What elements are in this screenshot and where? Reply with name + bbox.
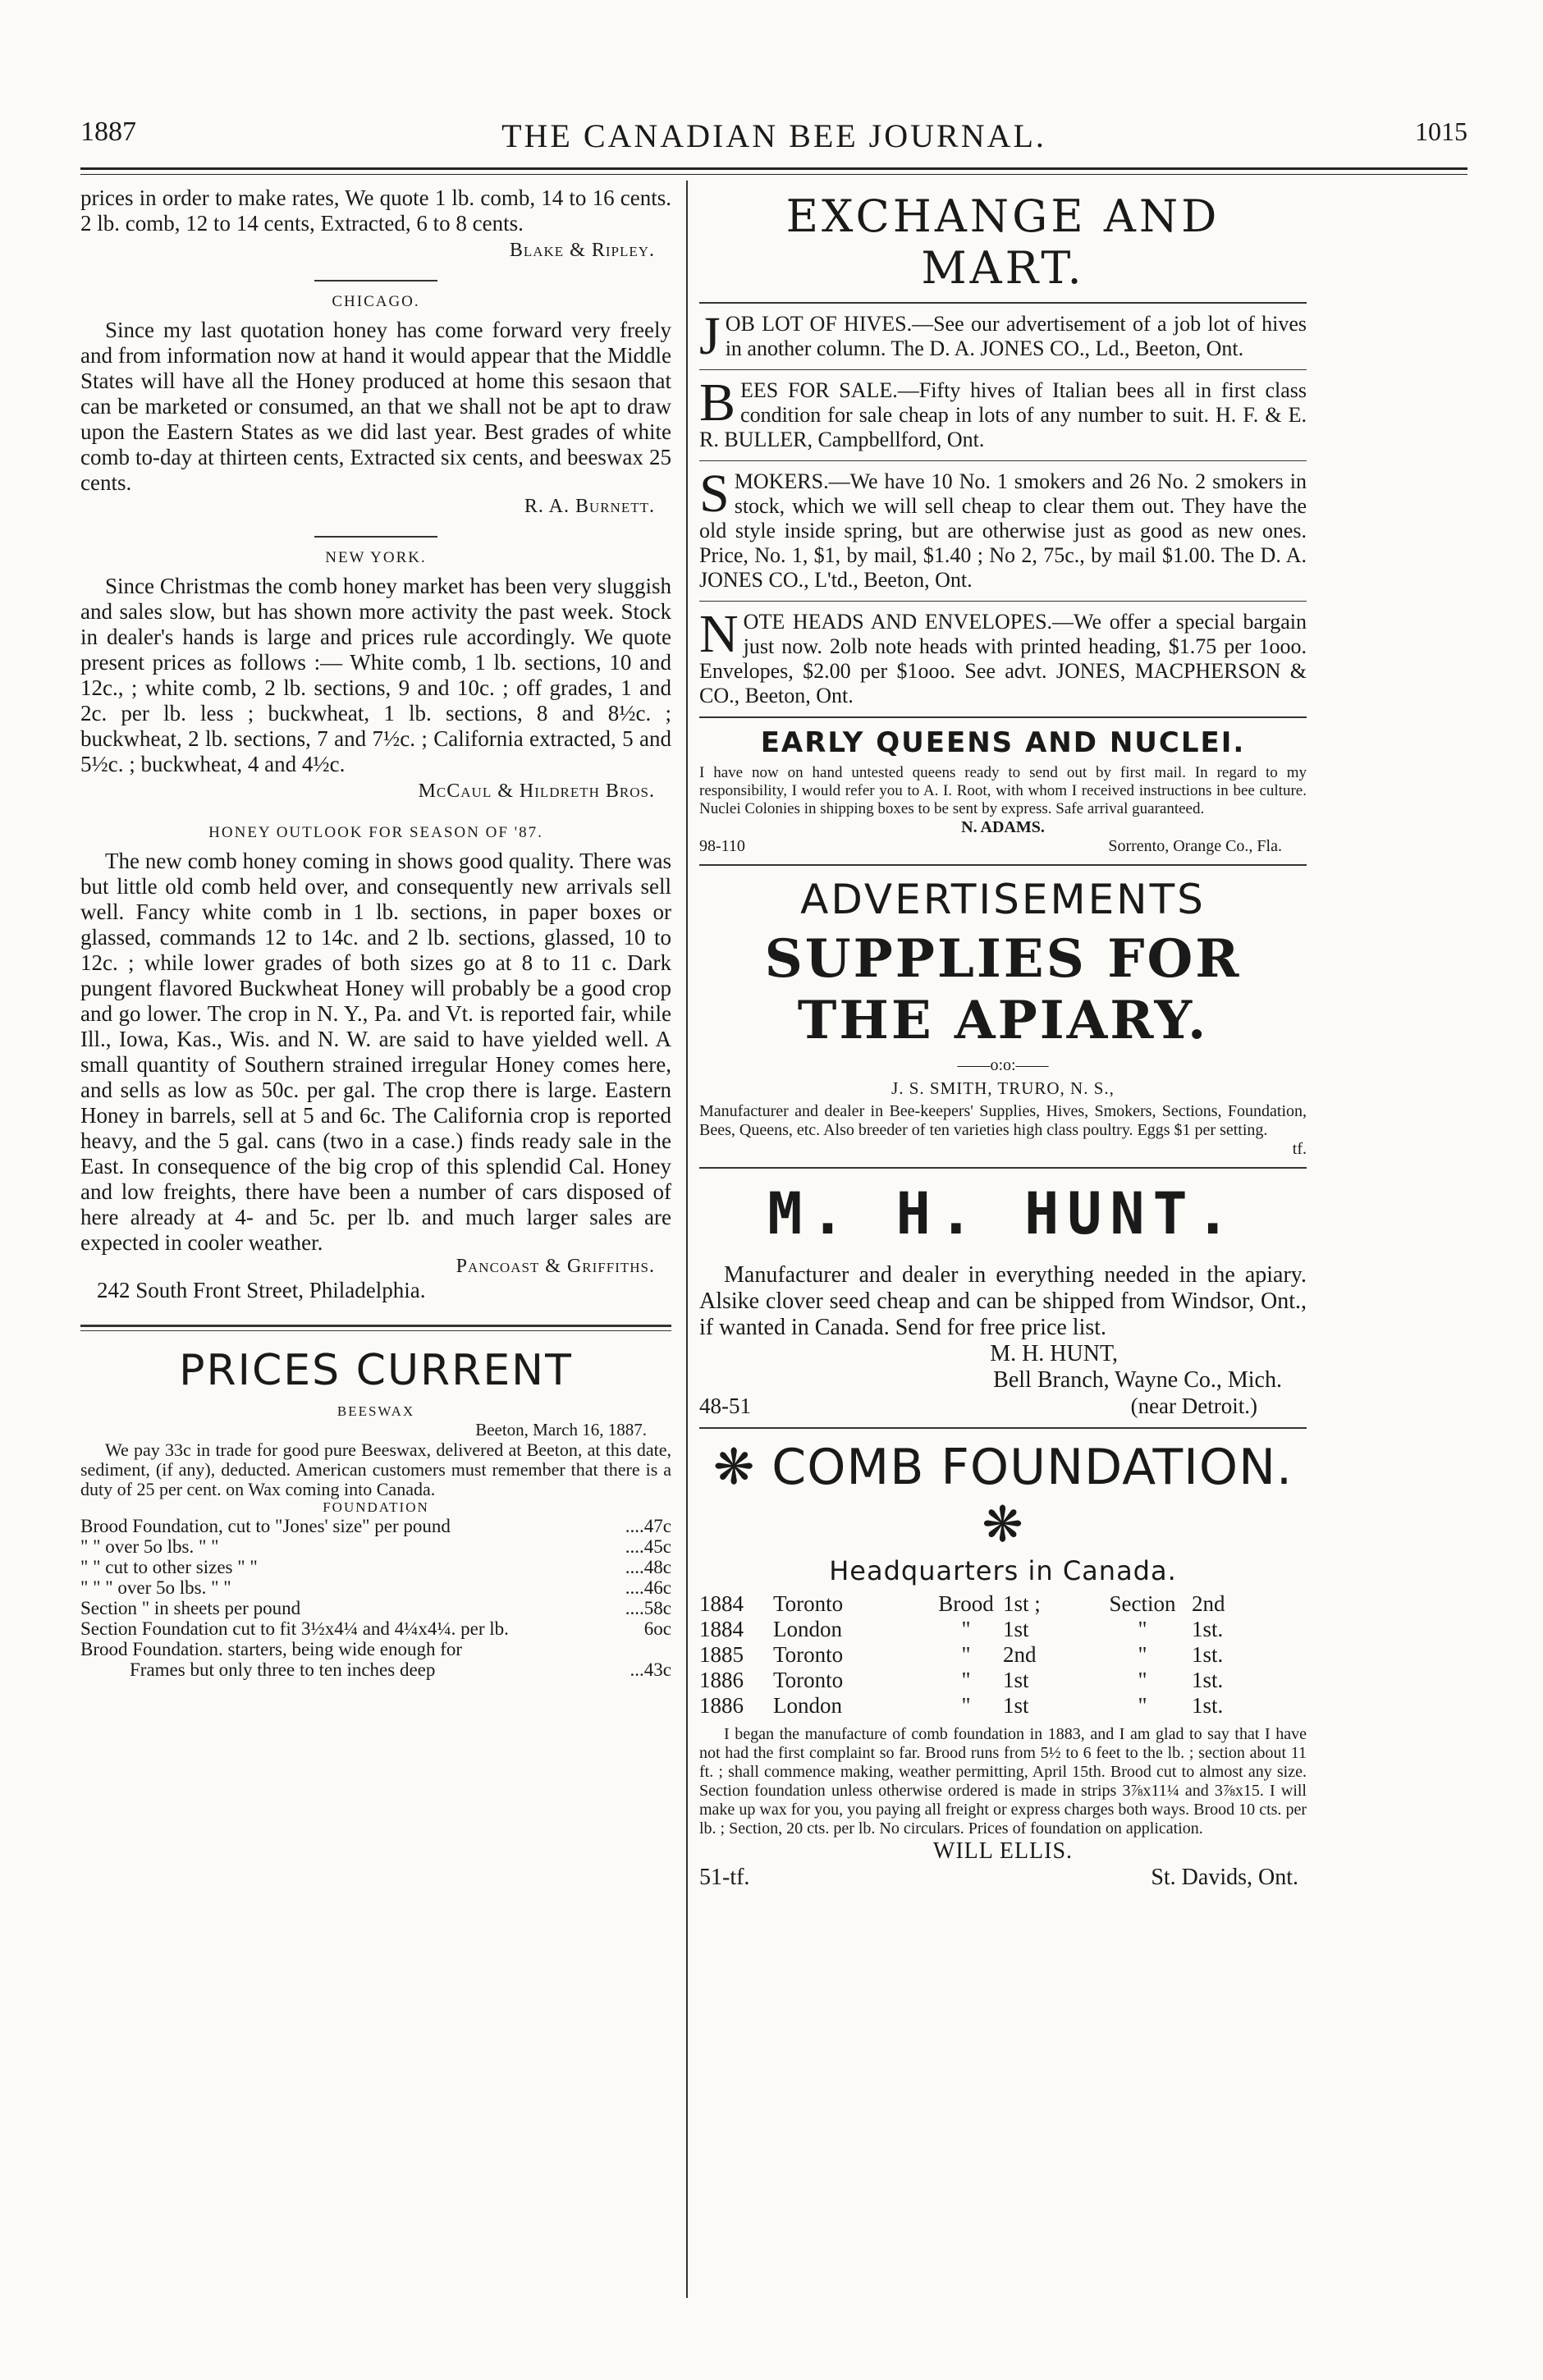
left-column — [80, 185, 671, 1680]
prices-rule — [80, 1325, 671, 1327]
hunt-title: M. H. HUNT. — [767, 1180, 1239, 1247]
chicago-paragraph: Since my last quotation honey has come forward very freely and from information now at hand it would appear that the Middle States will have all the Honey produced at home this sesaon that can be marketed or consumed, an that we shall not be apt to draw upon the Eastern States as we did last year. Best grades of white comb to-day at thirteen cents, Extracted six cents, and beeswax 25 cents. — [80, 318, 671, 495]
early-queens-signature: N. ADAMS. — [961, 818, 1045, 836]
drop-cap: B — [699, 373, 736, 433]
prize-row: 1886 Toronto " 1st " 1st. — [699, 1668, 1224, 1692]
right-column — [699, 185, 1307, 1891]
newyork-signature: McCaul & Hildreth Bros. — [418, 780, 655, 802]
beeswax-dateline: Beeton, March 16, 1887. — [475, 1420, 647, 1439]
ad-smokers: SMOKERS.—We have 10 No. 1 smokers and 26 No. 2 smokers in stock, which we will sell cheap to clear them out. They have the old style inside spring, but are otherwise just as good as new ones. Price, No. 1, $1, by mail, $1.40 ; No 2, 75c., by mail $1.00. The D. A. JONES CO., L'td., Beeton, Ont. — [699, 464, 1307, 592]
outlook-address: 242 South Front Street, Philadelphia. — [97, 1278, 426, 1302]
prize-row: 1886 London " 1st " 1st. — [699, 1693, 1224, 1718]
outlook-paragraph: The new comb honey coming in shows good quality. There was but little old comb held over, and consequently new arrivals sell well. Fancy white comb in 1 lb. sections, in paper boxes or glassed, commands 12 to 14c. and 2 lb. sections, glassed, 10 to 12c. ; while lower grades of both sizes go at 8 to 11 c. Dark pungent flavored Buckwheat Honey will probably be a good crop and go lower. The crop in N. Y., Pa. and Vt. is reported fair, while Ill., Iowa, Kas., Wis. and N. W. are said to have yielded well. A small quantity of Southern strained irregular Honey comes here, and sells as low as 50c. per gal. The crop there is large. Eastern Honey in barrels, sell at 5 and 6c. The California crop is reported heavy, and the 5 gal. cans (two in a case.) finds ready sale in the East. In consequence of the big crop of this splendid Cal. Honey and low freights, there have been a number of cars disposed of here already at 4- and 5c. per lb. and much larger sales are expected in cooler weather. — [80, 849, 671, 1255]
price-row: " " " over 5o lbs. " " ....46c — [80, 1577, 671, 1598]
hunt-signature-name: M. H. HUNT, — [990, 1341, 1118, 1366]
comb-foundation-subtitle: Headquarters in Canada. — [829, 1555, 1177, 1586]
ornament-divider: ——o:o:—— — [957, 1056, 1049, 1074]
newyork-paragraph: Since Christmas the comb honey market has been very sluggish and sales slow, but has shown more activity the past week. Stock in dealer's hands is large and prices rule accordingly. We quote present prices as follows :— White comb, 1 lb. sections, 10 and 12c., ; white comb, 2 lb. sections, 9 and 10c. ; off grades, 1 and 2c. per lb. less ; buckwheat, 1 lb. sections, 8 and 8½c. ; buckwheat, 2 lb. sections, 7 and 7½c. ; California extracted, 5 and 5½c. ; buckwheat, 4 and 4½c. — [80, 574, 671, 776]
prices-rule-thin — [80, 1330, 671, 1331]
header-rule-thin — [80, 174, 1467, 175]
ad-job-lot-hives: JOB LOT OF HIVES.—See our advertisement of a job lot of hives in another column. The D. A. JONES CO., Ld., Beeton, Ont. — [699, 306, 1307, 366]
hunt-signature-address: Bell Branch, Wayne Co., Mich. — [993, 1367, 1282, 1393]
chicago-heading: CHICAGO. — [332, 293, 420, 310]
section-rule — [314, 536, 437, 538]
drop-cap: J — [699, 306, 721, 366]
header-rule — [80, 167, 1467, 170]
prize-row: 1884 London " 1st " 1st. — [699, 1617, 1224, 1641]
page-header — [80, 117, 1467, 162]
beeswax-heading: BEESWAX — [337, 1403, 415, 1419]
ellis-text: I began the manufacture of comb foundation in 1883, and I am glad to say that I have not had the first complaint so far. Brood runs from 5½ to 6 feet to the lb. ; section about 11 ft. ; shall commence making, weather permitting, April 15th. Brood cut to almost any size. Section foundation unless otherwise ordered is made in strips 3⅞x11¼ and 3⅞x15. I will make up wax for you, you paying all freight or express charges both ways. Brood 10 cts. per lb. ; Section, 20 cts. per lb. No circulars. Prices of foundation on application. — [699, 1725, 1307, 1838]
section-rule — [699, 716, 1307, 718]
early-queens-text: I have now on hand untested queens ready to send out by first mail. In regard to my responsibility, I would refer you to A. I. Root, with whom I received instructions in bee culture. Nuclei Colonies in shipping boxes to be sent by express. Safe arrival guaranteed. — [699, 764, 1307, 817]
supplies-for-apiary-title: SUPPLIES FOR THE APIARY. — [764, 928, 1242, 1051]
section-rule — [699, 864, 1307, 866]
page-number: 1015 — [1415, 117, 1467, 146]
advertisements-title: ADVERTISEMENTS — [800, 876, 1206, 923]
price-row: Frames but only three to ten inches deep ...43c — [130, 1659, 671, 1680]
blake-paragraph: prices in order to make rates, We quote 1 lb. comb, 14 to 16 cents. 2 lb. comb, 12 to 14 cents, Extracted, 6 to 8 cents. — [80, 185, 671, 236]
prices-current-title: PRICES CURRENT — [179, 1346, 573, 1395]
price-row: " " over 5o lbs. " " ....45c — [80, 1536, 671, 1557]
ellis-signature: WILL ELLIS. — [932, 1838, 1074, 1864]
prize-row: 1884 Toronto Brood 1st ; Section 2nd — [699, 1591, 1225, 1616]
beeswax-paragraph: We pay 33c in trade for good pure Beeswax, delivered at Beeton, at this date, sediment, (if any), deducted. American customers must remember that there is a duty of 25 per cent. on Wax coming into Canada. — [80, 1439, 671, 1499]
section-rule — [699, 302, 1307, 304]
prize-row: 1885 Toronto " 2nd " 1st. — [699, 1642, 1224, 1667]
price-row: Brood Foundation, cut to "Jones' size" per pound ....47c — [80, 1516, 671, 1536]
price-row: Brood Foundation. starters, being wide enough for — [80, 1639, 463, 1659]
foundation-heading: FOUNDATION — [323, 1499, 429, 1515]
ad-divider — [699, 460, 1307, 461]
early-queens-footer: 98-110 Sorrento, Orange Co., Fla. — [699, 837, 1282, 855]
section-rule — [699, 1427, 1307, 1429]
comb-foundation-title: ❋ COMB FOUNDATION. ❋ — [712, 1439, 1293, 1554]
outlook-signature: Pancoast & Griffiths. — [456, 1256, 655, 1277]
price-list — [80, 1516, 671, 1680]
prize-list — [699, 1591, 1307, 1719]
newyork-heading: NEW YORK. — [325, 549, 427, 566]
hunt-footer: 48-51 (near Detroit.) — [699, 1394, 1257, 1418]
outlook-heading: HONEY OUTLOOK FOR SEASON OF '87. — [208, 824, 543, 841]
ad-bees-for-sale: BEES FOR SALE.—Fifty hives of Italian bees all in first class condition for sale cheap in lots of any number to suit. H. F. & E. R. BULLER, Campbellford, Ont. — [699, 373, 1307, 451]
ad-divider — [699, 601, 1307, 602]
chicago-signature: R. A. Burnett. — [524, 496, 655, 517]
exchange-and-mart-title: EXCHANGE AND MART. — [785, 190, 1220, 294]
ad-divider — [699, 369, 1307, 370]
early-queens-title: EARLY QUEENS AND NUCLEI. — [760, 726, 1246, 759]
ellis-footer: 51-tf. St. Davids, Ont. — [699, 1865, 1298, 1890]
price-row: " " cut to other sizes " " ....48c — [80, 1557, 671, 1577]
drop-cap: S — [699, 464, 730, 524]
column-divider — [686, 181, 688, 2298]
smith-tf: tf. — [1292, 1140, 1307, 1158]
ad-note-heads: NOTE HEADS AND ENVELOPES.—We offer a special bargain just now. 2olb note heads with printed heading, $1.75 per 1ooo. Envelopes, $2.00 per $1ooo. See advt. JONES, MACPHERSON & CO., Beeton, Ont. — [699, 604, 1307, 707]
smith-name: J. S. SMITH, TRURO, N. S., — [891, 1078, 1115, 1098]
section-rule — [314, 280, 437, 281]
blake-signature: Blake & Ripley. — [509, 240, 655, 261]
price-row: Section " in sheets per pound ....58c — [80, 1598, 671, 1618]
drop-cap: N — [699, 604, 739, 664]
price-row: Section Foundation cut to fit 3½x4¼ and 4¼x4¼. per lb. 6oc — [80, 1618, 671, 1639]
header-year: 1887 — [80, 117, 136, 147]
journal-title: THE CANADIAN BEE JOURNAL. — [501, 117, 1046, 154]
section-rule — [699, 1167, 1307, 1169]
hunt-text: Manufacturer and dealer in everything needed in the apiary. Alsike clover seed cheap and can be shipped from Windsor, Ont., if wanted in Canada. Send for free price list. — [699, 1262, 1307, 1340]
smith-text: Manufacturer and dealer in Bee-keepers' Supplies, Hives, Smokers, Sections, Foundation, Bees, Queens, etc. Also breeder of ten varieties high class poultry. Eggs $1 per setting. — [699, 1102, 1307, 1139]
